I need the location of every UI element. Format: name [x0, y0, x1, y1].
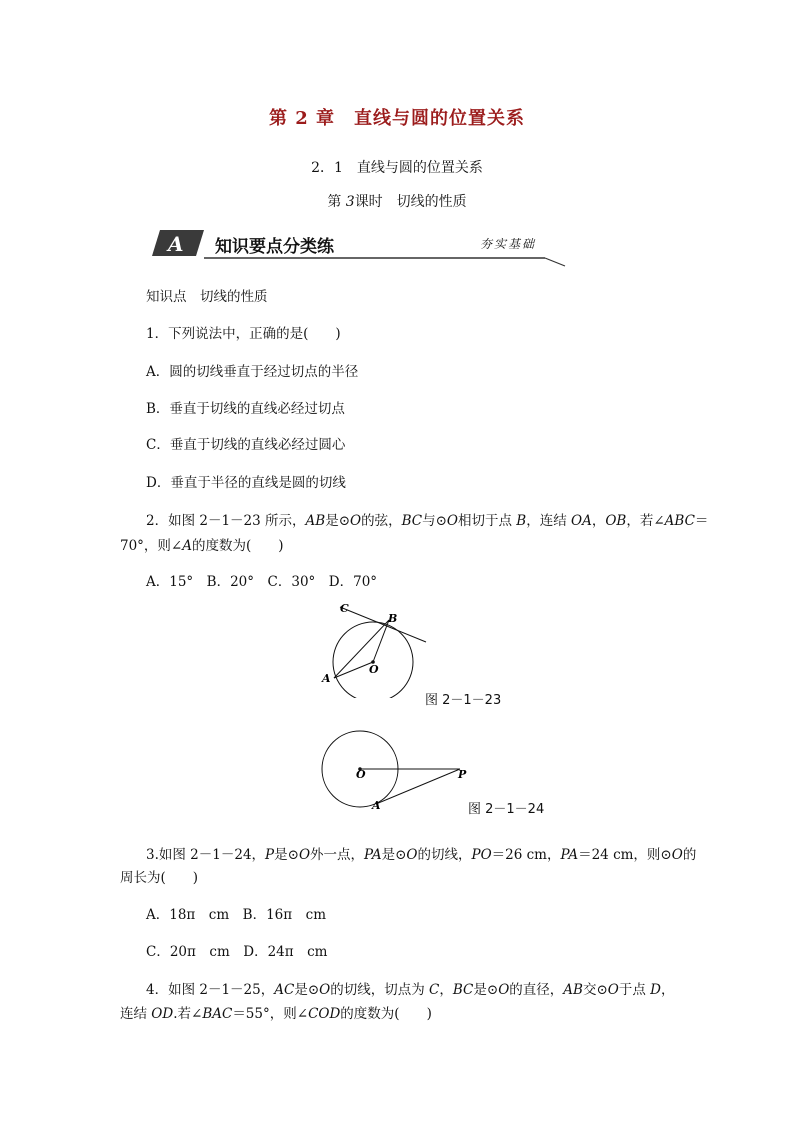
q2-text: ，若∠ [626, 513, 665, 529]
q4-text: ， [439, 982, 453, 998]
fig24-label-o: O [356, 768, 366, 781]
q2-var: B [516, 513, 527, 529]
q2-line1 [146, 509, 708, 529]
q3-text: 的切线， [417, 847, 472, 863]
q4-var: O [319, 982, 331, 998]
q4-text: 的直径， [509, 982, 564, 998]
section-title: 2．1 直线与圆的位置关系 [311, 160, 483, 176]
chapter-title: 第 2 章 直线与圆的位置关系 [268, 108, 526, 129]
q2-var: BC [401, 513, 423, 529]
fig23-chord-ab [334, 620, 389, 678]
q2-text: 2．如图 2－1－23 所示， [146, 513, 306, 529]
q3-var: P [265, 847, 275, 863]
q2-text: 的度数为( ) [192, 538, 284, 554]
q4-text: 是⊙ [294, 982, 320, 998]
q2-text: ＝ [694, 513, 709, 529]
q3-line2: 周长为( ) [120, 870, 199, 886]
q3-text: 的 [682, 847, 697, 863]
q4-text: 4．如图 2－1－25， [146, 982, 275, 998]
lesson-number: 3 [345, 194, 355, 210]
fig23-label-c: C [340, 602, 349, 615]
q4-var: O [607, 982, 619, 998]
q4-text: 连结 [120, 1006, 152, 1022]
q3-var: PO [471, 847, 492, 863]
q3-var: PA [364, 847, 382, 863]
q4-var: OD [151, 1006, 174, 1022]
q1-option-a: A．圆的切线垂直于经过切点的半径 [146, 364, 359, 380]
q1-stem: 1．下列说法中，正确的是( ) [146, 326, 341, 342]
q2-var: OB [605, 513, 627, 529]
fig23-label-o: O [369, 663, 379, 676]
q3-var: PA [560, 847, 579, 863]
q2-var: O [350, 513, 362, 529]
figure-2-1-23 [318, 598, 438, 698]
q3-text: ＝26 cm， [491, 847, 561, 863]
fig24-tangent-pa [376, 769, 460, 804]
fig23-label-b: B [388, 612, 398, 625]
q2-var: AB [305, 513, 326, 529]
lesson-pre: 第 [327, 194, 346, 210]
q2-text: 70°，则∠ [120, 538, 183, 554]
q4-var: O [498, 982, 510, 998]
q4-var: C [429, 982, 440, 998]
q4-line2 [120, 1002, 432, 1022]
q4-text: 是⊙ [473, 982, 499, 998]
q4-var: AC [274, 982, 295, 998]
q4-var: D [650, 982, 661, 998]
q2-line2 [120, 534, 284, 554]
q2-text: ， [591, 513, 606, 529]
q2-text: 是⊙ [325, 513, 351, 529]
q4-text: .若∠ [173, 1006, 203, 1022]
q2-var: OA [571, 513, 592, 529]
q1-option-d: D．垂直于半径的直线是圆的切线 [146, 475, 346, 491]
q1-option-c: C．垂直于切线的直线必经过圆心 [146, 437, 346, 453]
q3-options-ab: A．18π cm B．16π cm [146, 907, 326, 923]
q3-text: 外一点， [310, 847, 365, 863]
q4-text: 的度数为( ) [340, 1006, 432, 1022]
q3-text: 3.如图 2－1－24， [146, 847, 266, 863]
fig24-label-a: A [372, 799, 381, 812]
q4-text: 的切线，切点为 [330, 982, 430, 998]
fig23-circle [333, 622, 413, 698]
q4-text: 交⊙ [582, 982, 608, 998]
q2-text: ，连结 [526, 513, 572, 529]
q3-text: 是⊙ [274, 847, 299, 863]
q3-var: O [298, 847, 311, 863]
q2-text: 相切于点 [458, 513, 517, 529]
fig24-label-p: P [458, 768, 467, 781]
q2-var: A [182, 538, 192, 554]
q2-options: A．15° B．20° C．30° D．70° [146, 574, 378, 590]
q3-text: 是⊙ [381, 847, 407, 863]
fig23-label-a: A [322, 672, 331, 685]
q2-text: 与⊙ [422, 513, 447, 529]
fig24-caption: 图 2－1－24 [468, 802, 545, 817]
q3-options-cd: C．20π cm D．24π cm [146, 944, 328, 960]
banner-title: 知识要点分类练 [215, 237, 334, 257]
q4-var: BC [452, 982, 474, 998]
topic-heading: 知识点 切线的性质 [146, 289, 268, 305]
banner-rule-tail [545, 258, 565, 266]
q4-var: AB [563, 982, 583, 998]
fig23-caption: 图 2－1－23 [425, 693, 502, 708]
fig23-radius-ob [373, 620, 389, 662]
q4-text: ， [660, 982, 675, 998]
q3-var: O [406, 847, 418, 863]
fig23-radius-oa [334, 662, 373, 678]
figure-2-1-24 [320, 728, 480, 812]
q4-line1 [146, 978, 674, 998]
q4-var: BAC [202, 1006, 233, 1022]
q4-text: 于点 [618, 982, 651, 998]
banner-subtitle: 夯实基础 [480, 237, 537, 251]
q1-option-b: B．垂直于切线的直线必经过切点 [146, 401, 345, 417]
q2-var: O [446, 513, 458, 529]
q4-var: COD [308, 1006, 341, 1022]
banner-badge-letter: A [168, 232, 184, 256]
q2-var: ABC [664, 513, 695, 529]
q3-line1 [146, 843, 696, 863]
q4-text: ＝55°，则∠ [232, 1006, 309, 1022]
lesson-post: 课时 切线的性质 [354, 194, 467, 210]
q2-text: 的弦， [361, 513, 402, 529]
q3-var: O [671, 847, 683, 863]
q3-text: ＝24 cm，则⊙ [578, 847, 672, 863]
section-banner [150, 228, 570, 270]
lesson-title [0, 191, 794, 211]
